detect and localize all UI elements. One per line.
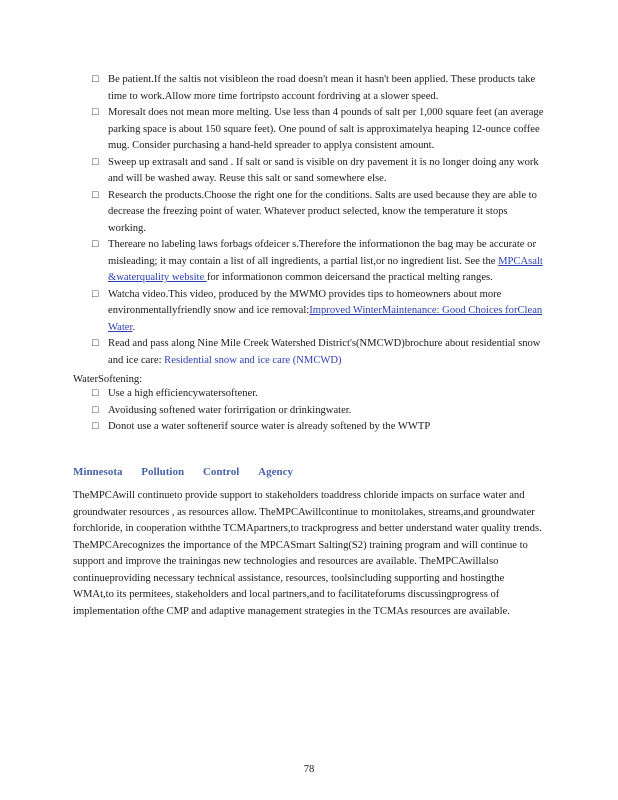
tip-text: Read and pass along Nine Mile Creek Watershed District's(NMCWD)brochure about residential snow and ice care: — [108, 338, 541, 366]
softening-item — [92, 386, 544, 403]
tip-item — [92, 237, 544, 287]
tip-resource-text: Residential snow and ice care (NMCWD) — [164, 354, 342, 366]
bullet-icon: □ — [92, 107, 99, 118]
bullet-icon: □ — [92, 288, 99, 300]
bullet-icon: □ — [92, 421, 99, 432]
tip-text: Sweep up extrasalt and sand . If salt or sand is visible on dry pavement it is no longer doing any work and will be washed away. Reuse this salt or sand somewhere else. — [108, 156, 539, 184]
water-softening-list — [92, 386, 544, 436]
tip-text: Thereare no labeling laws forbags ofdeicer s.Therefore the informationon the bag may be accurate or misleading; it may contain a list of all ingredients, a partial list,or no ingredient list. See the — [108, 239, 536, 267]
bullet-icon: □ — [92, 338, 99, 349]
heading-word: Pollution — [141, 466, 185, 478]
bullet-icon: □ — [92, 388, 99, 399]
tip-item — [92, 287, 544, 337]
section-heading-mpca — [73, 464, 293, 481]
bullet-icon: □ — [92, 404, 99, 416]
tip-text: for informationon common deicersand the practical melting ranges. — [206, 272, 493, 283]
heading-word: Agency — [258, 466, 293, 478]
mpca-paragraph: TheMPCAwill continueto provide support to stakeholders toaddress chloride impacts on surface water and groundwater resources , as resources allow. TheMPCAwillcontinue to monitolakes, streams,and groundwater forchloride, in cooperation withthe TCMApartners,to trackprogress and better understand water quality trends. TheMPCArecognizes the importance of the MPCASmart Salting(S2) training program and will continue to support and improve the trainingas new technologies and resources are available. TheMPCAwillalso continueproviding necessary technical assistance, resources, toolsincluding supporting and hostingthe WMAt,to its permitees, stakeholders and local partners,and to facilitateforums discussingprogress of implementation ofthe CMP and adaptive management strategies in the TCMAs resources are available. — [73, 490, 542, 617]
softening-text: Avoidusing softened water forirrigation or drinkingwater. — [108, 404, 352, 416]
tip-text: Watcha video.This video, produced by the MWMO provides tips to homeowners about more environmentallyfriendly snow and ice removal: — [108, 288, 502, 316]
tip-link[interactable]: Improved WinterMaintenance: Good Choices forClean Water — [108, 305, 543, 333]
tip-text: . — [132, 321, 136, 333]
bullet-icon: □ — [92, 189, 99, 201]
water-softening-label: WaterSoftening: — [73, 374, 143, 385]
tip-item — [92, 105, 544, 155]
bullet-icon: □ — [92, 74, 99, 85]
tip-item — [92, 336, 544, 369]
bullet-icon: □ — [92, 156, 99, 168]
page-number: 78 — [303, 764, 315, 775]
tip-item — [92, 155, 544, 188]
softening-text: Donot use a water softenerif source water is already softened by the WWTP — [108, 421, 431, 432]
heading-word: Minnesota — [73, 466, 123, 478]
softening-item — [92, 403, 544, 420]
tip-text: Moresalt does not mean more melting. Use less than 4 pounds of salt per 1,000 square feet (an average parking space is about 150 square feet). One pound of salt is approximatelya heaping 12-ounce coffee mug. Consider purchasing a hand-held spreader to applya consistent amount. — [108, 107, 544, 151]
softening-text: Use a high efficiencywatersoftener. — [108, 388, 258, 399]
bullet-icon: □ — [92, 239, 99, 250]
softening-item — [92, 419, 544, 436]
tip-text: Be patient.If the saltis not visibleon the road doesn't mean it hasn't been applied. These products take time to work.Allow more time fortripsto account fordriving at a slower speed. — [108, 74, 536, 102]
tip-item — [92, 188, 544, 238]
heading-word: Control — [202, 466, 240, 478]
winter-tips-list — [92, 72, 544, 369]
tip-link[interactable]: MPCAsalt &waterquality website — [108, 255, 543, 283]
tip-text: Research the products.Choose the right one for the conditions. Salts are used because they are able to decrease the freezing point of water. Whatever product selected, know the temperature it stops working. — [108, 189, 537, 234]
tip-item — [92, 72, 544, 105]
